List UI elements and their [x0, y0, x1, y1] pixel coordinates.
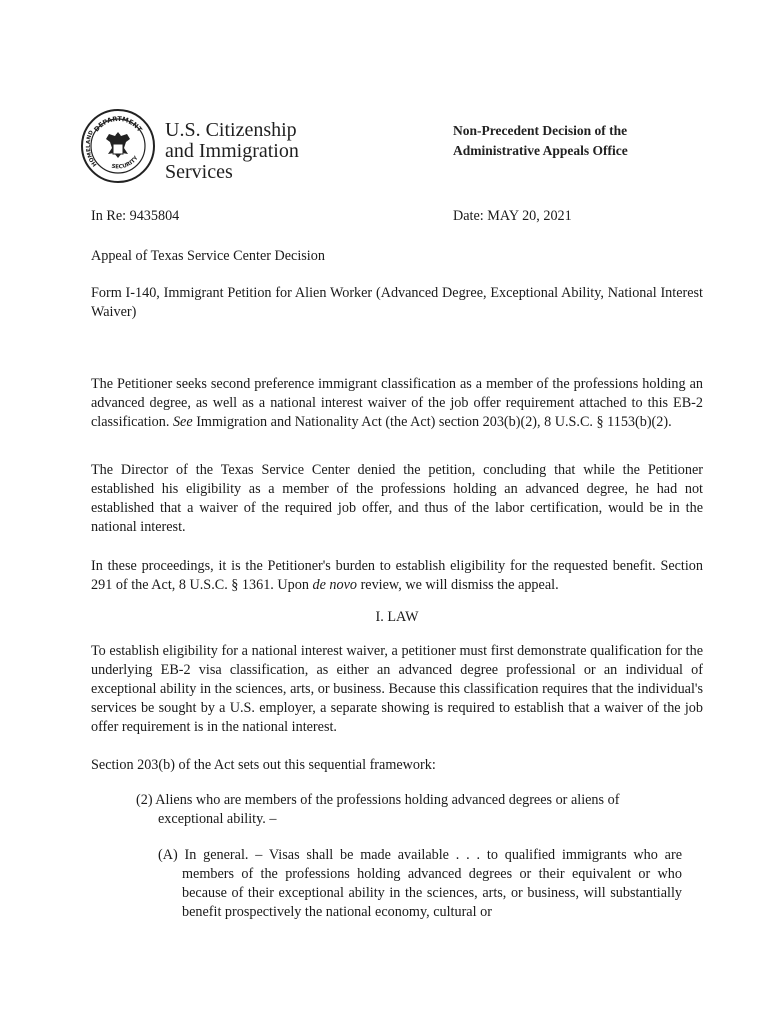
seal-top-text: DEPARTMENT	[92, 114, 144, 134]
paragraph-3-text-b: review, we will dismiss the appeal.	[357, 577, 559, 593]
paragraph-3-de-novo: de novo	[312, 577, 358, 593]
paragraph-1-see: See	[172, 414, 193, 430]
decision-date: Date: MAY 20, 2021	[453, 208, 572, 224]
decision-type-line-1: Non-Precedent Decision of the	[453, 123, 628, 138]
form-line: Form I-140, Immigrant Petition for Alien Worker (Advanced Degree, Exceptional Ability, National Interest Waiver)	[91, 285, 703, 320]
statute-quote-2: (A) In general. – Visas shall be made available . . . to qualified immigrants who are members of the professions holding advanced degrees or their equivalent or who because of their exceptional ability in the sciences, arts, or business, will substantially benefit prospectively the national economy, cultural or	[158, 847, 682, 920]
dhs-seal-icon	[80, 108, 156, 184]
paragraph-4: To establish eligibility for a national interest waiver, a petitioner must first demonstrate qualification for the underlying EB-2 visa classification, as either an advanced degree professional or an individual of exceptional ability in the sciences, arts, or business. Because this classification requires that the individual's services be sought by a U.S. employer, a separate showing is required to establish that a waiver of the job offer requirement is in the national interest.	[91, 643, 703, 735]
paragraph-3	[91, 557, 703, 595]
decision-type	[453, 121, 628, 161]
paragraph-3-text-a: In these proceedings, it is the Petitioner's burden to establish eligibility for the requested benefit. Section 291 of the Act, 8 U.S.C. § 1361. Upon	[91, 558, 703, 593]
seal-left-text: HOMELAND	[85, 129, 99, 168]
paragraph-1-text-b: Immigration and Nationality Act (the Act) section 203(b)(2), 8 U.S.C. § 1153(b)(2).	[192, 414, 672, 430]
agency-name-line-2: and Immigration	[165, 140, 299, 162]
seal-bottom-text: SECURITY	[110, 155, 140, 171]
appeal-line: Appeal of Texas Service Center Decision	[91, 248, 325, 264]
paragraph-1	[91, 375, 703, 432]
paragraph-5: Section 203(b) of the Act sets out this sequential framework:	[91, 757, 436, 773]
agency-name-line-1: U.S. Citizenship	[165, 119, 297, 141]
paragraph-1-text-a: The Petitioner seeks second preference immigrant classification as a member of the professions holding an advanced degree, as well as a national interest waiver of the job offer requirement attached to this EB-2 classification.	[91, 376, 703, 430]
section-heading: I. LAW	[375, 609, 419, 625]
agency-name	[165, 120, 299, 183]
paragraph-2: The Director of the Texas Service Center denied the petition, concluding that while the Petitioner established his eligibility as a member of the professions holding an advanced degree, he had not established that a waiver of the required job offer, and thus of the labor certification, would be in the national interest.	[91, 462, 703, 535]
agency-name-line-3: Services	[165, 161, 233, 183]
case-number: In Re: 9435804	[91, 208, 180, 224]
statute-quote-1: (2) Aliens who are members of the professions holding advanced degrees or aliens of exceptional ability. –	[136, 792, 620, 827]
decision-type-line-2: Administrative Appeals Office	[453, 143, 628, 158]
